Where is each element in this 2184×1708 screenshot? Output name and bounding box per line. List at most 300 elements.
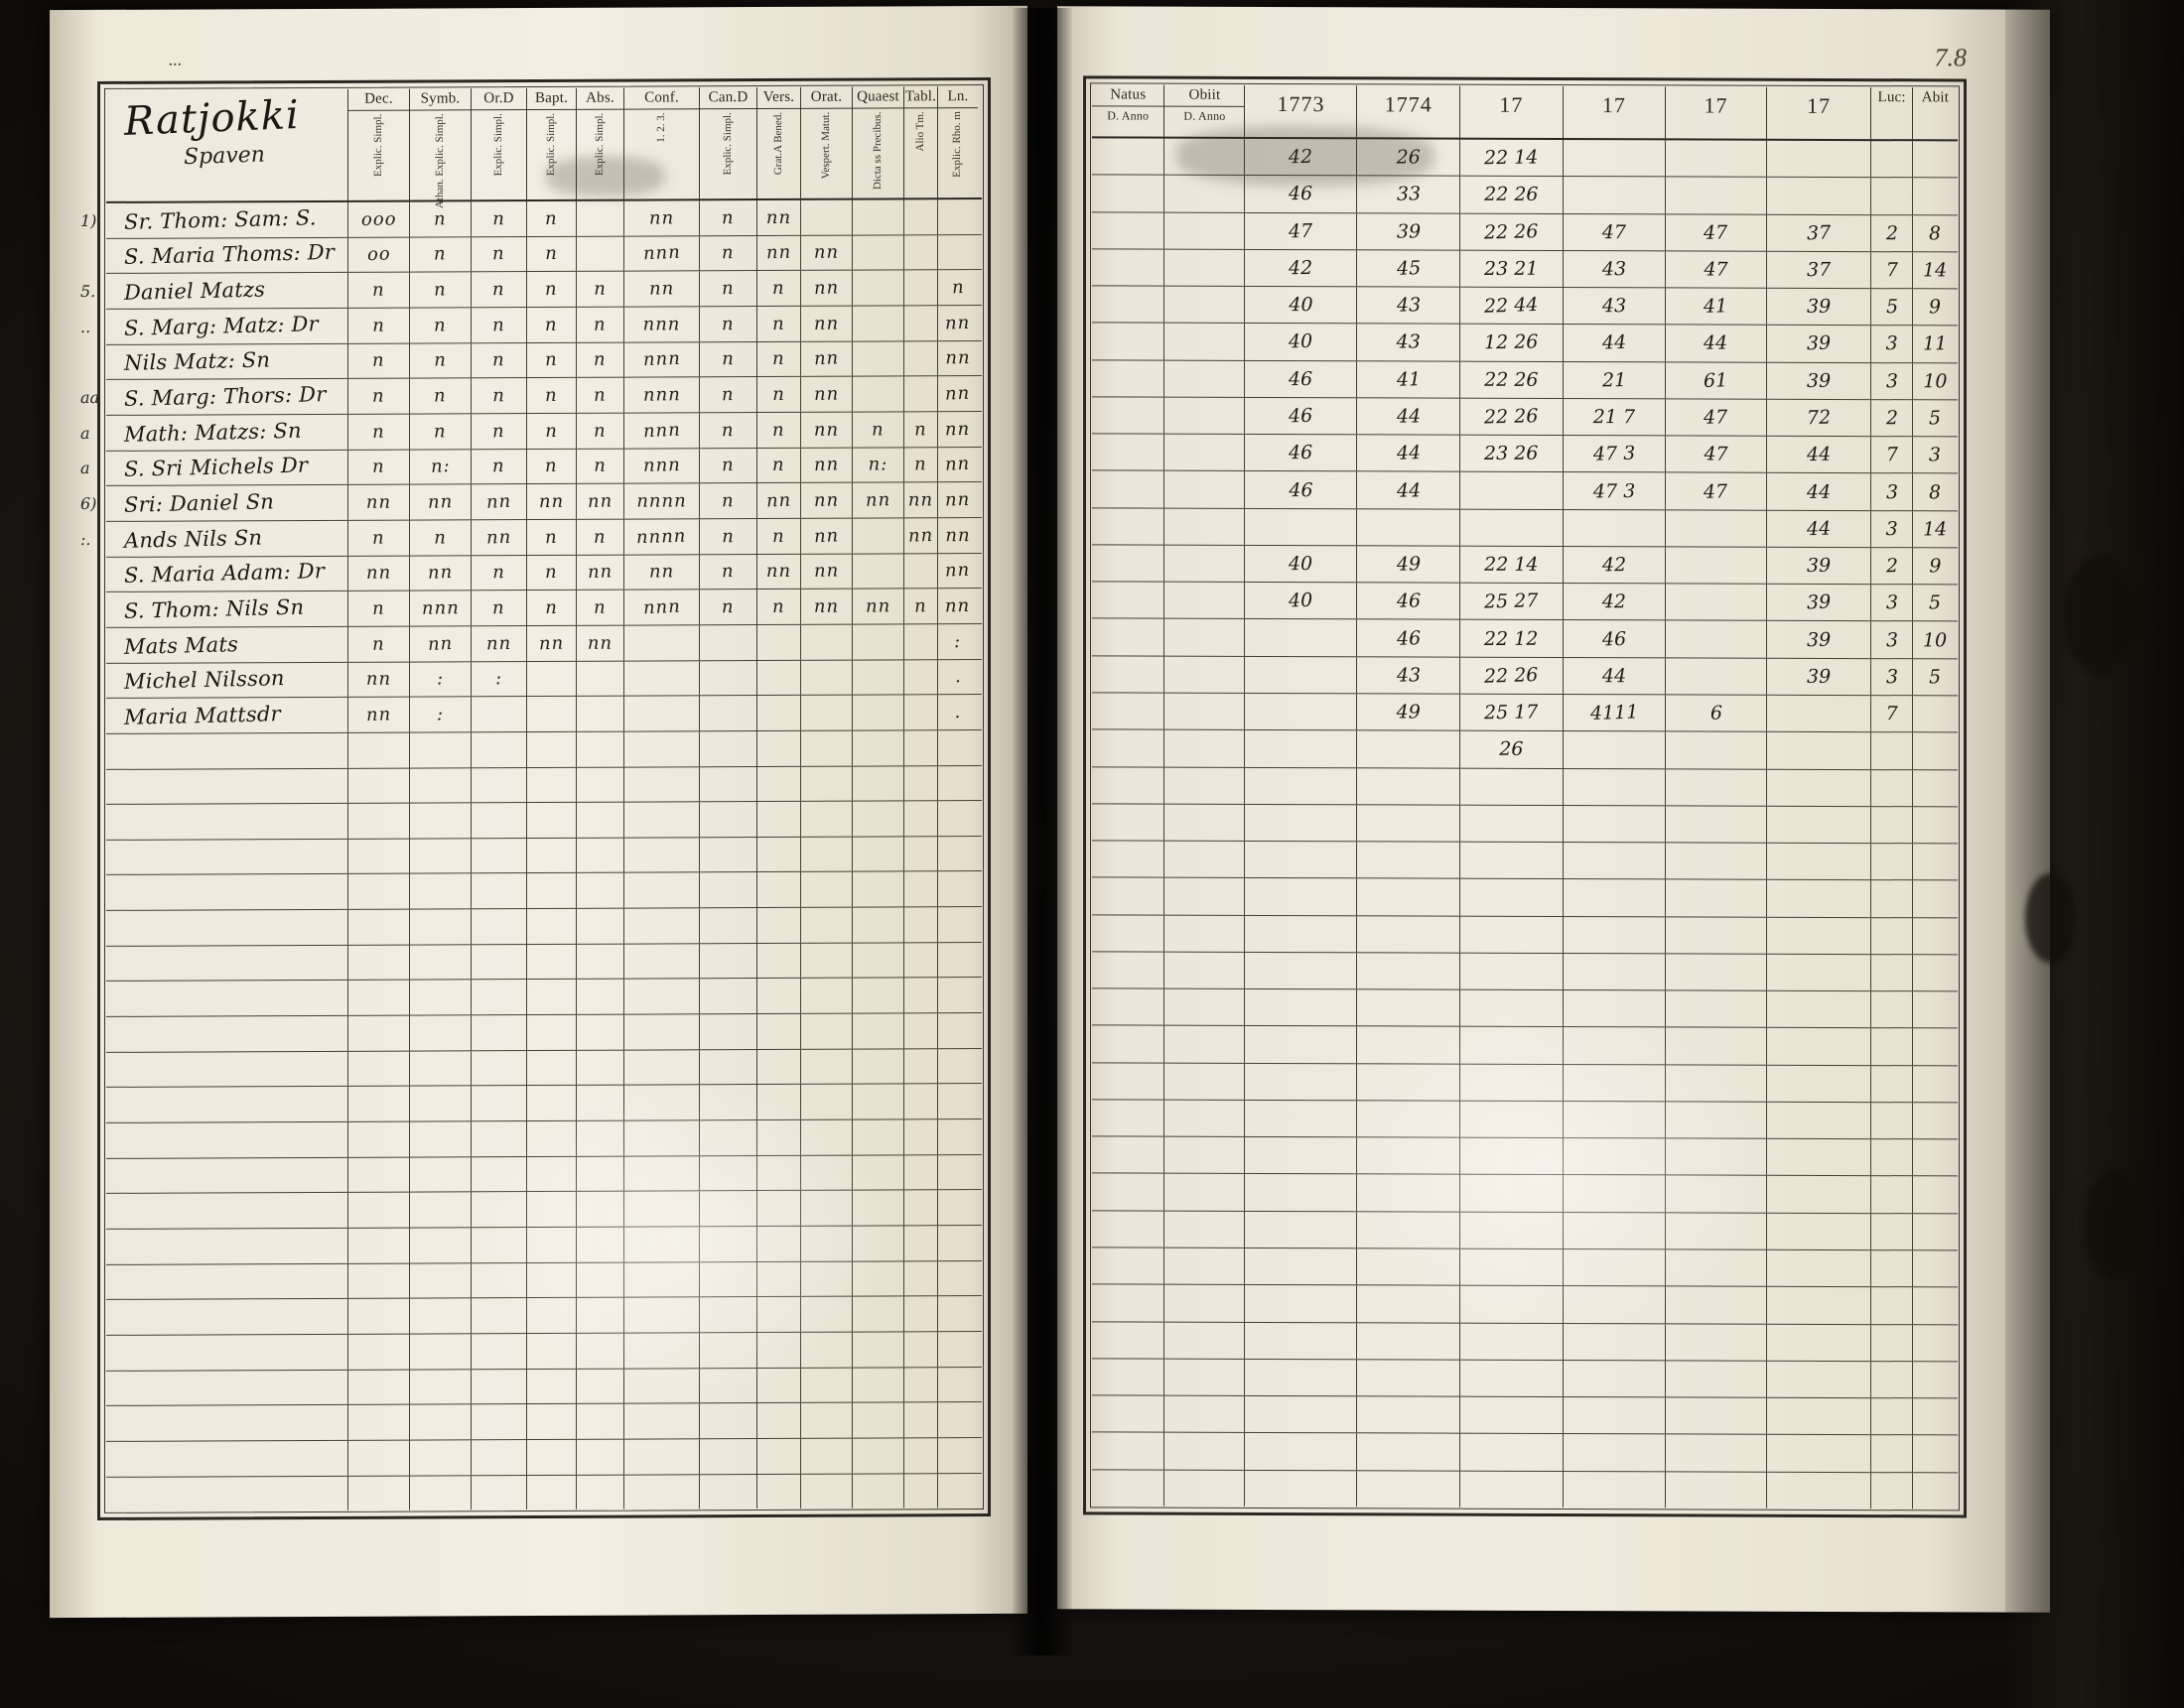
table-cell [1245, 546, 1357, 583]
table-cell [1460, 1064, 1564, 1101]
table-cell [1460, 1249, 1564, 1286]
row-side-mark: .. [80, 317, 91, 336]
table-cell [853, 1474, 904, 1509]
row-side-mark: a [80, 423, 90, 443]
table-cell [1564, 1472, 1667, 1509]
table-cell [938, 660, 978, 695]
table-cell [624, 1014, 700, 1049]
cell-mark: nn [945, 488, 971, 511]
header-cell-symb [410, 88, 472, 209]
cell-mark: nn [813, 419, 840, 441]
table-cell [1245, 361, 1357, 398]
table-cell [1871, 548, 1912, 584]
cell-number: 25 17 [1483, 701, 1539, 724]
table-cell [1460, 436, 1564, 472]
table-cell [1666, 1472, 1767, 1509]
table-cell [1092, 1174, 1164, 1211]
table-cell [1871, 1362, 1912, 1397]
table-cell [472, 272, 527, 307]
table-cell [1245, 915, 1357, 952]
row-name-cell [106, 1299, 348, 1335]
header-sublabel: D. Anno [1183, 108, 1226, 123]
header-cell-obiit [1164, 85, 1245, 137]
cell-mark: n [721, 455, 736, 476]
table-cell [527, 1369, 577, 1403]
table-cell [1164, 656, 1245, 693]
table-cell [757, 944, 801, 979]
table-cell [624, 378, 700, 413]
header-cell-abit [1913, 87, 1958, 139]
table-cell [348, 1405, 410, 1440]
cell-mark: n [545, 243, 558, 265]
table-cell [1164, 1322, 1245, 1359]
header-cell-conf [624, 87, 700, 198]
table-cell [1357, 1248, 1460, 1285]
header-cell-names [106, 89, 348, 201]
table-cell [577, 1050, 624, 1085]
table-cell [1666, 917, 1767, 954]
table-cell [1092, 1433, 1164, 1470]
table-cell [1092, 1211, 1164, 1248]
cell-number: 21 [1601, 368, 1627, 392]
table-cell [348, 1157, 410, 1192]
table-cell [1913, 179, 1958, 214]
person-name: S. Maria Adam: Dr [123, 559, 326, 589]
table-cell [1092, 952, 1164, 988]
table-cell [801, 483, 853, 518]
table-cell [1357, 916, 1460, 953]
table-cell [1564, 843, 1667, 879]
header-label: 1774 [1384, 91, 1433, 117]
table-cell [1357, 805, 1460, 842]
table-row [106, 341, 982, 381]
cell-number: 39 [1806, 591, 1832, 614]
table-cell [801, 1297, 853, 1332]
table-cell [1164, 212, 1245, 249]
table-cell [1564, 658, 1667, 695]
table-row [80, 199, 982, 239]
table-cell [348, 343, 410, 378]
header-sublabel: Explic. Simpl. [491, 113, 504, 177]
table-cell [1913, 881, 1958, 917]
table-cell [1092, 1285, 1164, 1322]
cell-number: 3 [1885, 591, 1898, 614]
header-sublabel: Explic. Simpl. [593, 112, 606, 177]
table-cell [700, 483, 757, 518]
table-cell [938, 1261, 978, 1296]
person-name: S. Sri Michels Dr [123, 453, 309, 482]
table-cell [1164, 694, 1245, 730]
cell-number: 49 [1396, 701, 1421, 723]
cell-mark: n [772, 348, 785, 370]
cell-mark: n [722, 348, 735, 370]
table-row [106, 1084, 982, 1123]
cell-mark: n [721, 278, 736, 300]
table-cell [1767, 1139, 1871, 1176]
table-cell [1913, 141, 1958, 177]
table-cell [1164, 1248, 1245, 1285]
table-cell [1871, 696, 1912, 731]
table-cell [1666, 1213, 1767, 1249]
table-cell [801, 307, 853, 341]
table-cell [700, 731, 757, 766]
table-cell [1460, 879, 1564, 916]
table-cell [472, 1086, 527, 1120]
table-cell [1913, 252, 1958, 288]
table-cell [853, 766, 904, 801]
table-cell [1092, 360, 1164, 397]
table-cell [1357, 1360, 1460, 1396]
cell-number: 43 [1601, 295, 1627, 318]
cell-number: 44 [1601, 331, 1627, 355]
table-cell [1564, 510, 1667, 547]
table-cell [700, 1050, 757, 1085]
right-table-body [1092, 138, 1958, 1509]
table-cell [410, 697, 472, 731]
row-name-cell [106, 981, 348, 1016]
table-cell [1666, 695, 1767, 731]
table-cell [577, 449, 624, 483]
table-cell [577, 1262, 624, 1297]
table-cell [700, 1227, 757, 1261]
table-cell [904, 1403, 938, 1438]
table-row [1092, 1395, 1958, 1435]
left-table-header [106, 86, 982, 209]
cell-number: 45 [1396, 256, 1422, 280]
table-cell [410, 732, 472, 767]
cell-mark: nn [648, 561, 675, 584]
table-cell [1564, 177, 1667, 213]
table-cell [527, 201, 577, 236]
row-name-cell [106, 1193, 348, 1229]
table-cell [853, 518, 904, 553]
table-cell [1460, 1175, 1564, 1212]
table-cell [1871, 585, 1912, 620]
table-cell [1357, 287, 1460, 324]
table-cell [757, 200, 801, 235]
table-cell [801, 660, 853, 695]
table-cell [1767, 252, 1871, 289]
header-sublabel: Vespert. Matut. [819, 111, 832, 180]
table-cell [801, 200, 853, 235]
table-cell [527, 1404, 577, 1439]
row-side-mark: :. [80, 529, 91, 549]
table-cell [1871, 807, 1912, 843]
table-cell [527, 1475, 577, 1510]
cell-number: 47 3 [1592, 479, 1636, 502]
table-cell [938, 306, 978, 340]
left-table-body [80, 199, 982, 1511]
table-cell [904, 1261, 938, 1296]
table-cell [1666, 547, 1767, 584]
table-cell [1666, 326, 1767, 362]
table-cell [1164, 249, 1245, 286]
header-label: Symb. [420, 90, 461, 107]
table-cell [1357, 139, 1460, 176]
table-cell [938, 341, 978, 376]
cell-number: 7 [1885, 703, 1898, 725]
table-cell [1666, 140, 1767, 177]
table-cell [348, 379, 410, 414]
table-cell [348, 309, 410, 343]
table-cell [1245, 1101, 1357, 1137]
table-cell [1564, 954, 1667, 990]
table-cell [410, 520, 472, 555]
table-cell [527, 1334, 577, 1369]
cell-number: 12 26 [1483, 330, 1539, 354]
table-cell [1092, 545, 1164, 582]
table-cell [757, 872, 801, 907]
table-cell [853, 1085, 904, 1119]
table-cell [1666, 1176, 1767, 1213]
table-row [80, 412, 982, 452]
cell-number: 3 [1885, 480, 1898, 503]
cell-mark: nn [765, 489, 792, 512]
table-cell [348, 556, 410, 591]
cell-number: 47 [1704, 443, 1728, 465]
table-cell [1666, 880, 1767, 917]
cell-mark: nn [945, 418, 971, 441]
table-cell [348, 768, 410, 803]
cell-number: 39 [1807, 665, 1832, 688]
cell-number: 44 [1807, 480, 1832, 503]
table-cell [853, 660, 904, 695]
cell-mark: nn [648, 278, 675, 300]
table-cell [700, 1333, 757, 1368]
table-cell [1357, 731, 1460, 768]
scan-edge-shadow [2005, 0, 2184, 1708]
table-cell [801, 943, 853, 978]
table-cell [1871, 918, 1912, 954]
table-cell [700, 1297, 757, 1332]
header-label: Tabl. [904, 88, 937, 105]
table-cell [1357, 620, 1460, 657]
table-cell [624, 944, 700, 979]
cell-mark: nn [587, 561, 614, 584]
table-cell [472, 980, 527, 1014]
table-cell [410, 945, 472, 980]
table-cell [577, 1369, 624, 1403]
cell-number: 43 [1396, 330, 1421, 353]
table-cell [348, 1299, 410, 1334]
table-cell [472, 1298, 527, 1333]
row-name-cell [106, 1052, 348, 1088]
cell-mark: n [913, 418, 928, 441]
table-cell [1245, 878, 1357, 915]
table-cell [938, 695, 978, 729]
cell-number: 5 [1928, 665, 1942, 689]
table-cell [904, 448, 938, 482]
cell-mark: nn [365, 704, 392, 726]
table-cell [757, 908, 801, 943]
table-cell [1357, 694, 1460, 730]
person-name: S. Marg: Matz: Dr [123, 312, 320, 340]
table-cell [1460, 1471, 1564, 1508]
table-cell [1164, 1026, 1245, 1063]
table-cell [1460, 805, 1564, 842]
table-cell [624, 908, 700, 943]
table-cell [938, 235, 978, 270]
table-cell [938, 1296, 978, 1331]
table-cell [757, 979, 801, 1013]
table-cell [757, 1262, 801, 1297]
table-cell [700, 873, 757, 908]
table-cell [801, 235, 853, 270]
table-row [1092, 1100, 1958, 1139]
table-row [106, 801, 982, 841]
cell-mark: nn [945, 560, 971, 582]
table-cell [624, 767, 700, 802]
table-cell [757, 519, 801, 554]
row-name-cell [80, 273, 348, 309]
cell-mark: n [913, 595, 928, 617]
table-cell [1913, 548, 1958, 584]
header-cell-cand [700, 87, 757, 198]
table-cell [938, 1226, 978, 1260]
row-name-cell [106, 733, 348, 769]
table-cell [938, 1084, 978, 1118]
table-cell [1666, 1324, 1767, 1361]
cell-mark: . [954, 666, 962, 688]
table-cell [1092, 176, 1164, 212]
header-cell-quaest [853, 86, 904, 197]
header-sublabel: Athan. Explic. Simpl. [433, 113, 446, 209]
cell-mark: n [433, 279, 448, 301]
cell-mark: nn [865, 489, 891, 511]
table-cell [624, 1120, 700, 1155]
table-cell [1871, 178, 1912, 213]
header-label: Luc: [1877, 89, 1906, 106]
header-cell-tabl [904, 86, 938, 197]
table-cell [577, 803, 624, 838]
table-cell [1871, 732, 1912, 768]
table-cell [700, 1262, 757, 1297]
table-cell [527, 1440, 577, 1475]
cell-number: 2 [1885, 555, 1898, 578]
table-cell [1564, 1138, 1667, 1175]
cell-mark: : [436, 704, 445, 725]
table-cell [624, 236, 700, 271]
table-cell [472, 1334, 527, 1369]
table-cell [700, 519, 757, 554]
table-cell [1666, 1361, 1767, 1397]
table-cell [577, 873, 624, 908]
cell-number: 3 [1885, 332, 1898, 355]
table-cell [624, 1086, 700, 1120]
table-cell [757, 660, 801, 695]
table-row [80, 376, 982, 416]
row-side-mark: 1) [80, 210, 97, 230]
table-cell [1564, 140, 1667, 177]
cell-number: 40 [1288, 590, 1313, 612]
table-cell [1092, 397, 1164, 434]
table-cell [1164, 878, 1245, 915]
cell-number: 46 [1601, 627, 1627, 651]
table-cell [348, 1229, 410, 1263]
table-cell [757, 1439, 801, 1474]
table-cell [1666, 399, 1767, 436]
cell-mark: nn [945, 382, 971, 405]
cell-number: 44 [1396, 405, 1421, 428]
table-cell [801, 1155, 853, 1190]
cell-number: 22 26 [1483, 663, 1539, 688]
table-cell [1767, 991, 1871, 1028]
table-cell [410, 1051, 472, 1086]
cell-mark: nn [587, 490, 614, 513]
cell-number: 8 [1929, 221, 1942, 245]
table-row [106, 1013, 982, 1053]
table-cell [1357, 325, 1460, 361]
table-row [1092, 693, 1958, 732]
table-cell [1092, 435, 1164, 471]
table-cell [853, 448, 904, 482]
cell-number: 47 [1601, 220, 1626, 243]
table-cell [1460, 1212, 1564, 1248]
table-row [1092, 212, 1958, 252]
table-cell [1164, 767, 1245, 804]
table-cell [624, 731, 700, 766]
cell-number: 7 [1885, 444, 1899, 466]
table-cell [527, 1086, 577, 1120]
cell-number: 41 [1704, 295, 1728, 319]
table-cell [1913, 585, 1958, 620]
table-cell [1092, 583, 1164, 619]
table-cell [1871, 1214, 1912, 1249]
table-row [1092, 435, 1958, 474]
table-row [1092, 656, 1958, 696]
table-cell [853, 872, 904, 907]
table-cell [1245, 1322, 1357, 1359]
table-cell [904, 589, 938, 623]
table-cell [853, 1013, 904, 1048]
table-cell [904, 837, 938, 871]
table-cell [700, 802, 757, 837]
table-cell [801, 624, 853, 659]
table-cell [1913, 215, 1958, 251]
table-cell [801, 872, 853, 907]
table-cell [853, 235, 904, 270]
table-cell [1913, 289, 1958, 325]
table-cell [1871, 141, 1912, 177]
table-cell [801, 766, 853, 801]
table-cell [472, 343, 527, 378]
table-cell [472, 697, 527, 731]
table-cell [1564, 472, 1667, 509]
cell-mark: nnn [642, 419, 681, 443]
table-cell [1164, 546, 1245, 583]
cell-mark: nn [945, 347, 971, 369]
cell-number: 22 14 [1483, 146, 1539, 170]
cell-mark: nnn [642, 242, 681, 265]
table-cell [1666, 954, 1767, 990]
table-cell [577, 378, 624, 413]
table-cell [1913, 363, 1958, 399]
person-name: Maria Mattsdr [123, 702, 281, 729]
table-cell [1092, 1359, 1164, 1395]
cell-mark: n [594, 420, 607, 442]
table-cell [1913, 1066, 1958, 1102]
cell-number: 44 [1396, 478, 1422, 502]
table-cell [1666, 1065, 1767, 1102]
table-cell [1913, 955, 1958, 990]
cell-mark: oo [366, 243, 391, 266]
table-cell [757, 1191, 801, 1226]
row-name-cell [106, 1087, 348, 1122]
cell-mark: nn [813, 383, 840, 406]
cell-number: 14 [1923, 517, 1948, 541]
table-cell [577, 731, 624, 766]
table-cell [527, 308, 577, 342]
